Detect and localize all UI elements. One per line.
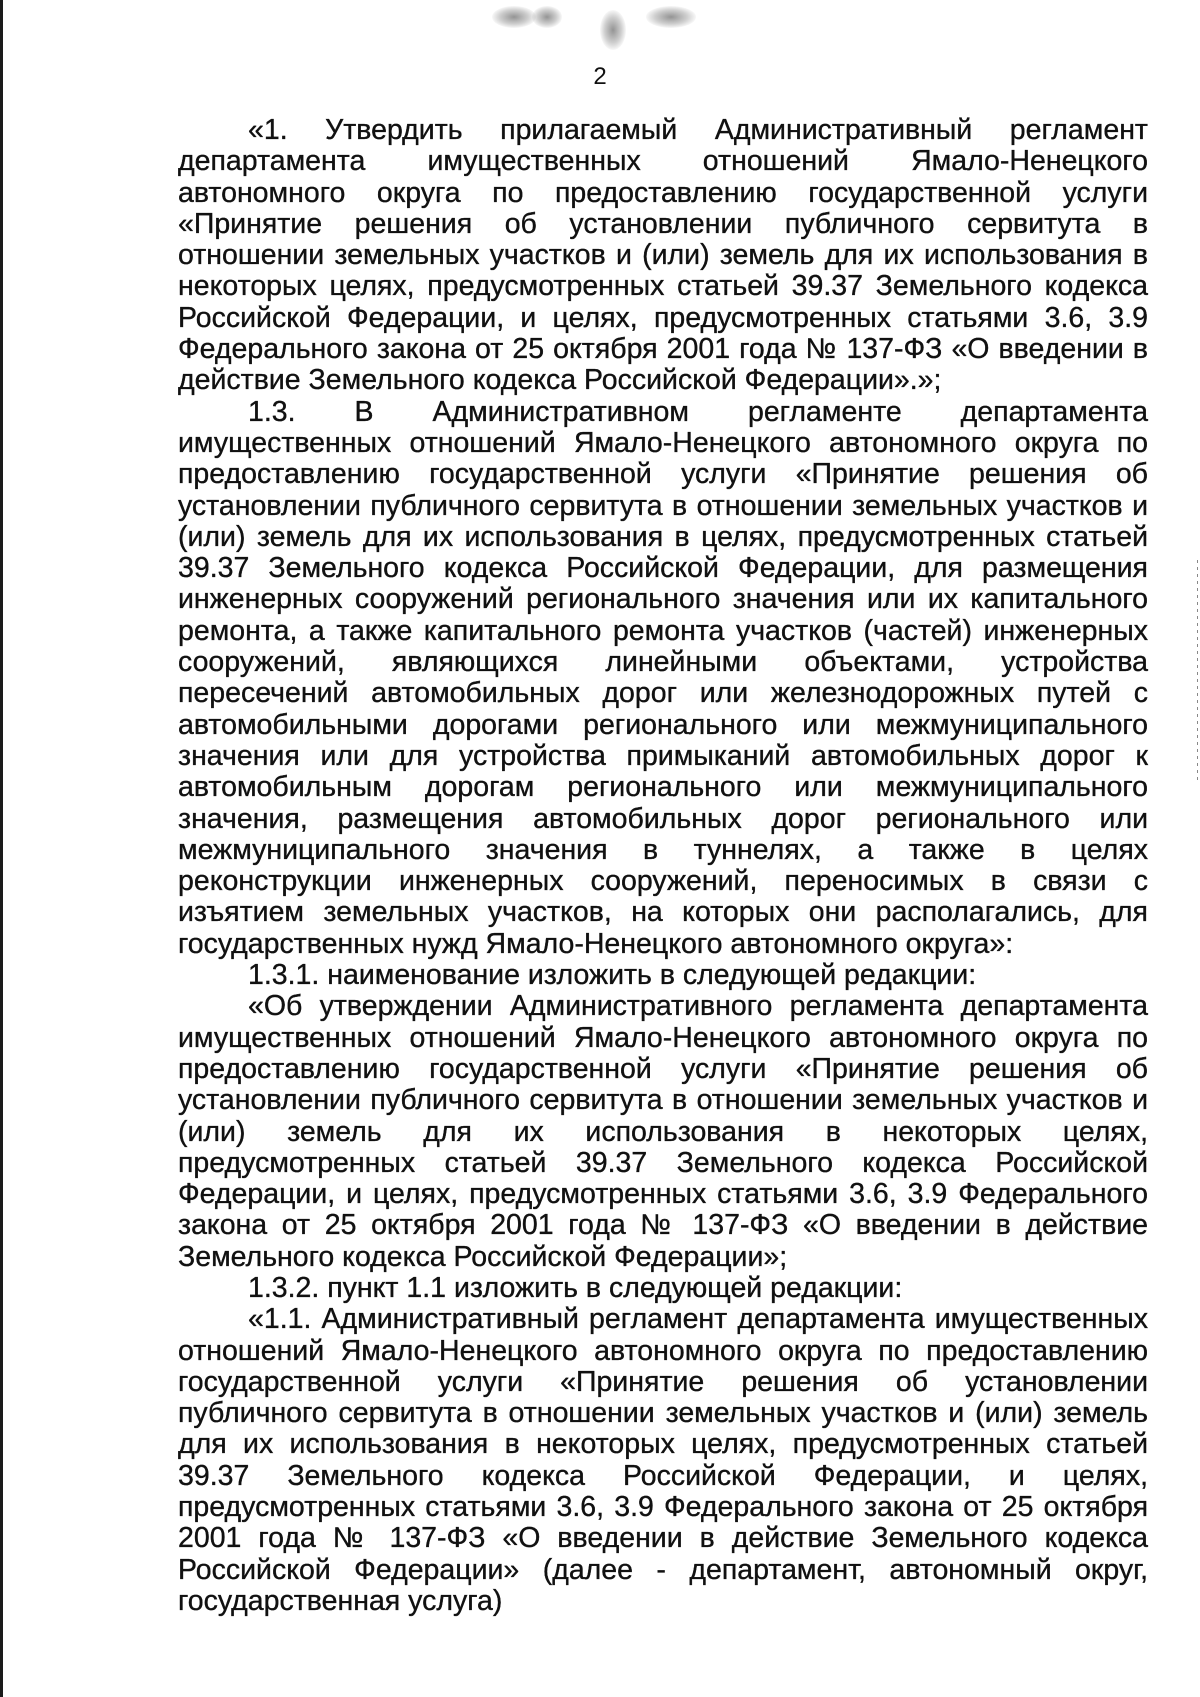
paragraph-clause-1-3-1: 1.3.1. наименование изложить в следующей редакции: [248, 959, 977, 992]
paragraph-new-clause-1-1: «1.1. Административный регламент департамента имущественных отношений Ямало-Ненецкого автономного округа по предоставлению государственной услуги «Принятие решения об установлении публичного сервитута в отношении земельных участков и (или) земель для их использования в некоторых целях, предусмотренных статьей 39.37 Земельного кодекса Российской Федерации, и целях, предусмотренных статьями 3.6, 3.9 Федерального закона от 25 октября 2001 года № 137-ФЗ «О введении в действие Земельного кодекса Российской Федерации» (далее - департамент, автономный округ, государственная услуга) [178, 1303, 1148, 1617]
scan-smudge [600, 10, 626, 50]
scan-edge [0, 0, 3, 1697]
page-number: 2 [593, 63, 607, 90]
paragraph-new-title: «Об утверждении Административного регламента департамента имущественных отношений Ямало-Ненецкого автономного округа по предоставлению государственной услуги «Принятие решения об установлении публичного сервитута в отношении земельных участков и (или) земель для их использования в некоторых целях, предусмотренных статьей 39.37 Земельного кодекса Российской Федерации, и целях, предусмотренных статьями 3.6, 3.9 Федерального закона от 25 октября 2001 года № 137-ФЗ «О введении в действие Земельного кодекса Российской Федерации»; [178, 990, 1148, 1273]
scan-smudge [532, 6, 562, 28]
document-body [178, 115, 1148, 1617]
scan-smudge [646, 6, 696, 28]
paragraph-clause-1-3-2: 1.3.2. пункт 1.1 изложить в следующей редакции: [248, 1271, 903, 1304]
scan-smudge [492, 6, 536, 28]
scan-edge-marks [1197, 560, 1198, 780]
paragraph-clause-1: «1. Утвердить прилагаемый Административный регламент департамента имущественных отношений Ямало-Ненецкого автономного округа по предоставлению государственной услуги «Принятие решения об установлении публичного сервитута в отношении земельных участков и (или) земель для их использования в некоторых целях, предусмотренных статьей 39.37 Земельного кодекса Российской Федерации, и целях, предусмотренных статьями 3.6, 3.9 Федерального закона от 25 октября 2001 года № 137-ФЗ «О введении в действие Земельного кодекса Российской Федерации».»; [178, 114, 1148, 397]
paragraph-clause-1-3: 1.3. В Административном регламенте департамента имущественных отношений Ямало-Ненецкого автономного округа по предоставлению государственной услуги «Принятие решения об установлении публичного сервитута в отношении земельных участков и (или) земель для их использования в целях, предусмотренных статьей 39.37 Земельного кодекса Российской Федерации, для размещения инженерных сооружений регионального значения или их капитального ремонта, а также капитального ремонта участков (частей) инженерных сооружений, являющихся линейными объектами, устройства пересечений автомобильных дорог или железнодорожных путей с автомобильными дорогами регионального или межмуниципального значения или для устройства примыканий автомобильных дорог к автомобильным дорогам регионального или межмуниципального значения, размещения автомобильных дорог регионального или межмуниципального значения в туннелях, а также в целях реконструкции инженерных сооружений, переносимых в связи с изъятием земельных участков, на которых они располагались, для государственных нужд Ямало-Ненецкого автономного округа»: [178, 395, 1148, 960]
